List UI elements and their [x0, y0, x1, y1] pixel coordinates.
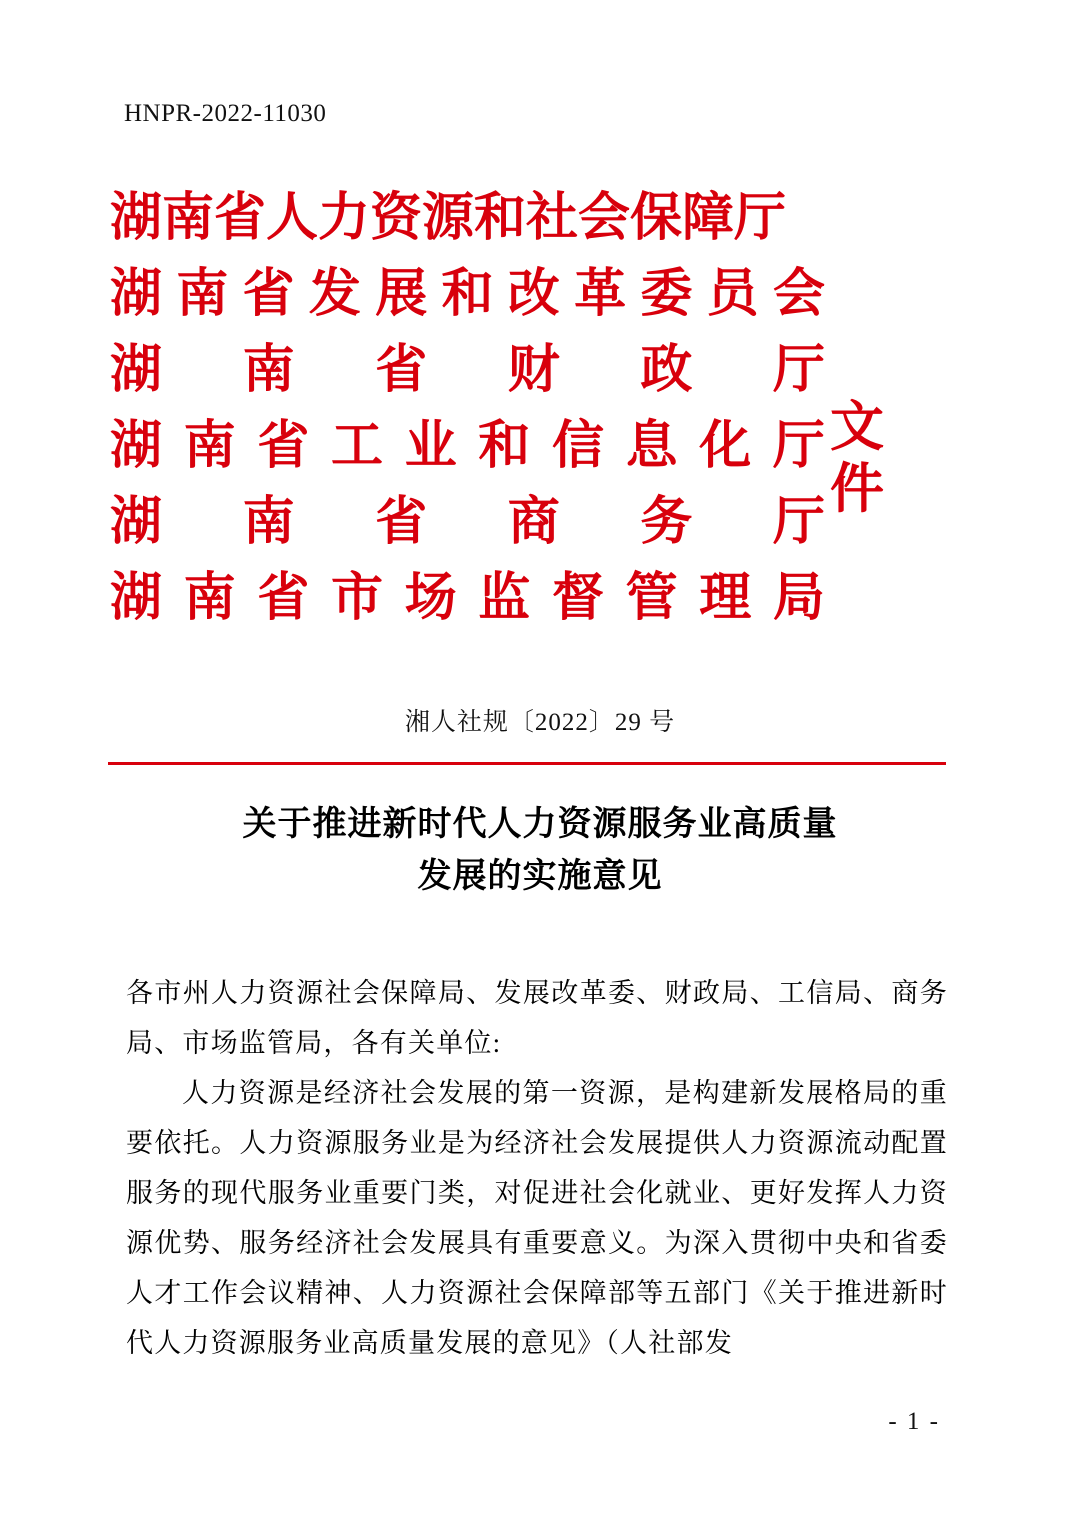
masthead-line-5: 湖 南 省 商 务 厅: [110, 491, 825, 552]
recipients-paragraph: 各市州人力资源社会保障局、发展改革委、财政局、工信局、商务局、市场监管局，各有关单位:: [126, 978, 948, 1058]
masthead: [110, 180, 950, 636]
masthead-line-2: 湖 南 省 发 展 和 改 革 委 员 会: [110, 263, 825, 324]
document-code: HNPR-2022-11030: [124, 100, 327, 127]
page-number: - 1 -: [888, 1408, 940, 1435]
document-title-line-1: 关于推进新时代人力资源服务业高质量: [242, 804, 838, 844]
masthead-suffix: 文件: [830, 394, 886, 520]
red-divider-rule: [108, 762, 946, 765]
masthead-line-6: 湖 南 省 市 场 监 督 管 理 局: [110, 567, 825, 628]
document-title-line-2: 发展的实施意见: [417, 856, 663, 896]
masthead-line-1: 湖南省人力资源和社会保障厅: [110, 187, 787, 248]
masthead-line-4: 湖 南 省 工 业 和 信 息 化 厅: [110, 415, 825, 476]
document-title: [150, 798, 930, 902]
issue-number: 湘人社规〔2022〕29 号: [404, 709, 676, 736]
document-body: [126, 968, 948, 1368]
body-paragraph-1: 人力资源是经济社会发展的第一资源，是构建新发展格局的重要依托。人力资源服务业是为经济社会发展提供人力资源流动配置服务的现代服务业重要门类，对促进社会化就业、更好发挥人力资源优势、服务经济社会发展具有重要意义。为深入贯彻中央和省委人才工作会议精神、人力资源社会保障部等五部门《关于推进新时代人力资源服务业高质量发展的意见》（人社部发: [126, 1078, 948, 1358]
masthead-line-3: 湖 南 省 财 政 厅: [110, 339, 825, 400]
